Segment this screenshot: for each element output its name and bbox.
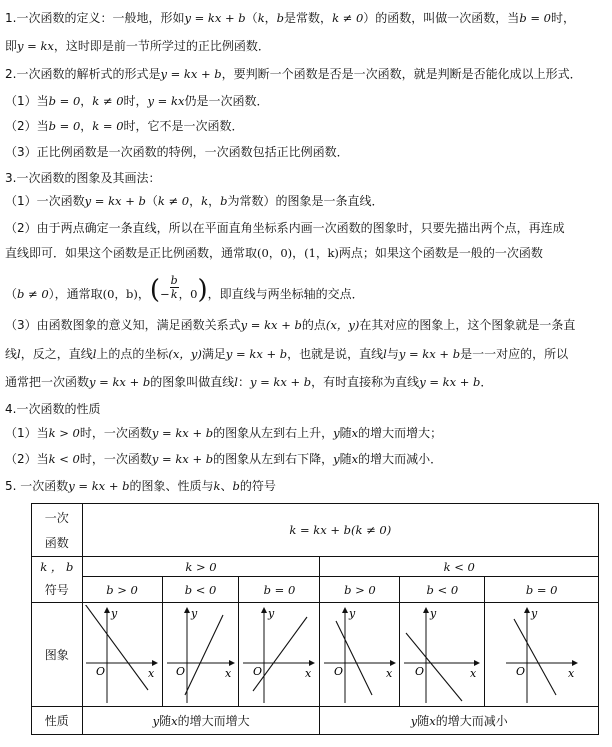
condition: k = 0 bbox=[92, 119, 124, 133]
definition-line-2 bbox=[5, 38, 270, 54]
formula: y = kx + b bbox=[398, 347, 461, 361]
text: ，也就是说，直线 bbox=[287, 347, 384, 361]
text: 满足 bbox=[201, 347, 226, 361]
text: （ bbox=[145, 194, 158, 208]
x-axis-arrow-icon bbox=[474, 660, 480, 666]
formula: y = kx + b bbox=[151, 426, 214, 440]
sign-cell bbox=[239, 577, 320, 603]
formula: y = kx bbox=[17, 39, 54, 53]
condition: b = 0 bbox=[48, 119, 81, 133]
text: 的点 bbox=[301, 318, 326, 332]
text: 的增大而减小． bbox=[358, 452, 443, 466]
sign-cell bbox=[400, 577, 485, 603]
label: k ， b bbox=[40, 559, 74, 574]
y-axis-arrow-icon bbox=[423, 607, 429, 613]
condition: k < 0 bbox=[48, 452, 80, 466]
condition: k < 0 bbox=[443, 559, 475, 574]
text: ， bbox=[137, 287, 150, 301]
x-axis-arrow-icon bbox=[152, 660, 158, 666]
fraction bbox=[170, 274, 179, 301]
text: 的图象叫做直线 bbox=[150, 375, 235, 389]
condition: b = 0 bbox=[519, 11, 551, 25]
text: 是一一对应的，所以 bbox=[460, 347, 569, 361]
text: 与 bbox=[386, 347, 399, 361]
text: 3.一次函数的图象及其画法： bbox=[5, 171, 161, 185]
graph-k-pos-b-pos bbox=[84, 605, 160, 705]
formula: y = kx + b bbox=[84, 194, 146, 208]
text: 仍是一次函数． bbox=[184, 94, 269, 108]
text: （ bbox=[245, 11, 258, 25]
text: 时，一次函数 bbox=[79, 426, 152, 440]
section-4-item-2 bbox=[5, 451, 442, 467]
text: ． bbox=[480, 375, 493, 389]
var-x: x bbox=[429, 714, 436, 728]
sign-cell bbox=[485, 577, 599, 603]
text: ，这时即是前一节所学过的正比例函数． bbox=[53, 39, 270, 53]
text: （3）由函数图象的意义知，满足函数关系式 bbox=[5, 318, 241, 332]
b-sign: b > 0 bbox=[344, 582, 376, 597]
y-axis-label: y bbox=[348, 606, 356, 620]
text: 2.一次函数的解析式的形式是 bbox=[5, 67, 161, 81]
formula: y = kx + b bbox=[184, 11, 246, 25]
label-line: 一次 bbox=[44, 511, 69, 525]
y-axis-label: y bbox=[111, 606, 118, 620]
section-3-heading bbox=[5, 170, 160, 186]
text: （ bbox=[5, 287, 18, 301]
section-2-item-1 bbox=[5, 93, 268, 109]
text: 的图象从左到右下降， bbox=[213, 452, 334, 466]
text: 直线即可．如果这个函数是正比例函数，通常取 bbox=[5, 246, 258, 260]
label: 图象 bbox=[44, 648, 69, 662]
y-axis-label: y bbox=[530, 606, 537, 620]
section-5-heading bbox=[5, 478, 276, 494]
property-k-positive bbox=[82, 707, 320, 735]
var-b: b bbox=[276, 11, 285, 25]
var-l: l bbox=[17, 347, 21, 361]
condition: k ≠ 0 bbox=[157, 194, 190, 208]
graph-k-pos-b-zero bbox=[241, 605, 317, 705]
point: (x，y) bbox=[325, 318, 360, 332]
section-3-item-3-line-3 bbox=[5, 374, 492, 390]
b-sign: b > 0 bbox=[106, 582, 138, 597]
table-row bbox=[32, 577, 599, 603]
text: 时，它不是一次函数． bbox=[123, 119, 244, 133]
function-line bbox=[514, 619, 556, 695]
formula: y = kx + b bbox=[68, 479, 130, 493]
text: 时， bbox=[550, 11, 575, 25]
row-label-function bbox=[32, 504, 83, 557]
sign-cell bbox=[82, 577, 162, 603]
graph-cell bbox=[320, 603, 400, 707]
label: 性质 bbox=[44, 714, 69, 728]
section-3-item-1 bbox=[5, 193, 384, 209]
var-x: x bbox=[351, 452, 359, 466]
y-axis-arrow-icon bbox=[342, 607, 348, 613]
text: 上的点的坐标 bbox=[96, 347, 169, 361]
condition: k ≠ 0 bbox=[92, 94, 124, 108]
property-k-negative bbox=[320, 707, 599, 735]
graph-cell bbox=[162, 603, 239, 707]
graph-k-neg-b-zero bbox=[504, 605, 580, 705]
fraction-denominator: k bbox=[170, 288, 178, 301]
y-axis-label: y bbox=[190, 606, 197, 620]
text: 随 bbox=[159, 714, 172, 728]
condition: k > 0 bbox=[185, 559, 217, 574]
text: ，即直线与两坐标轴的交点． bbox=[207, 287, 364, 301]
x-axis-arrow-icon bbox=[572, 660, 578, 666]
var-y: y bbox=[333, 426, 340, 440]
var-l: l bbox=[92, 347, 97, 361]
text: ， bbox=[208, 194, 221, 208]
var-b: b bbox=[232, 479, 240, 493]
sign-cell bbox=[162, 577, 239, 603]
formula: y = kx bbox=[147, 94, 185, 108]
row-label-sign bbox=[32, 577, 83, 603]
origin-label: O bbox=[515, 664, 525, 678]
graph-cell bbox=[485, 603, 599, 707]
text: 通常把一次函数 bbox=[5, 375, 90, 389]
y-axis-label: y bbox=[430, 606, 437, 620]
origin-label: O bbox=[96, 664, 106, 678]
text: ， bbox=[292, 246, 305, 260]
paren-close: ) bbox=[197, 275, 208, 305]
text: （2）当 bbox=[5, 452, 49, 466]
y-axis-arrow-icon bbox=[524, 607, 530, 613]
text: 时，一次函数 bbox=[79, 452, 152, 466]
section-3-item-2-line-2 bbox=[5, 245, 543, 261]
x-axis-label: x bbox=[385, 666, 393, 680]
function-line bbox=[253, 617, 307, 691]
formula: y = kx + b bbox=[419, 375, 481, 389]
text: 的增大而减小 bbox=[435, 714, 508, 728]
text: （1）当 bbox=[5, 94, 49, 108]
var-l: l bbox=[383, 347, 387, 361]
graph-cell bbox=[239, 603, 320, 707]
text: 4.一次函数的性质 bbox=[5, 402, 101, 416]
text: 的图象从左到右上升， bbox=[213, 426, 334, 440]
text: ，要判断一个函数是否是一次函数，就是判断是否能化成以上形式． bbox=[221, 67, 582, 81]
text: 随 bbox=[417, 714, 430, 728]
x-axis-label: x bbox=[567, 666, 574, 680]
point: (0，0) bbox=[257, 246, 293, 260]
origin-label: O bbox=[415, 664, 425, 678]
y-axis-arrow-icon bbox=[261, 607, 267, 613]
x-axis-label: x bbox=[148, 666, 155, 680]
condition: b = 0 bbox=[48, 94, 81, 108]
var-k: k bbox=[213, 479, 221, 493]
var-y: y bbox=[152, 714, 160, 728]
origin-label: O bbox=[175, 664, 185, 678]
section-2-item-3 bbox=[5, 144, 349, 160]
x-axis-label: x bbox=[224, 666, 231, 680]
text: 的增大而增大； bbox=[358, 426, 443, 440]
condition: k ≠ 0 bbox=[332, 11, 364, 25]
x-axis-label: x bbox=[305, 666, 312, 680]
text: 的增大而增大 bbox=[177, 714, 250, 728]
condition: b ≠ 0 bbox=[17, 287, 49, 301]
table-row bbox=[32, 557, 599, 577]
label-line: 函数 bbox=[44, 536, 69, 550]
summary-table bbox=[31, 503, 599, 735]
text: 随 bbox=[339, 426, 352, 440]
y-axis-label: y bbox=[268, 606, 275, 620]
text: 随 bbox=[339, 452, 352, 466]
formula: y = kx + b bbox=[240, 318, 302, 332]
section-2-heading bbox=[5, 66, 582, 82]
function-line bbox=[185, 615, 223, 695]
text: 的图象、性质与 bbox=[129, 479, 214, 493]
origin-label: O bbox=[333, 664, 343, 678]
b-sign: b < 0 bbox=[426, 582, 459, 597]
minus-sign: − bbox=[159, 287, 170, 301]
section-4-item-1 bbox=[5, 425, 442, 441]
text: 、 bbox=[220, 479, 233, 493]
fraction-numerator: b bbox=[170, 274, 178, 287]
formula: y = kx + b bbox=[225, 347, 288, 361]
text: ， bbox=[80, 94, 93, 108]
var-k: k bbox=[201, 194, 209, 208]
text: ，有时直接称为直线 bbox=[311, 375, 420, 389]
k-negative-header bbox=[320, 557, 599, 577]
formula: k = kx + b(k ≠ 0) bbox=[289, 523, 392, 537]
text: 线 bbox=[5, 347, 18, 361]
y-axis-arrow-icon bbox=[184, 607, 190, 613]
formula: y = kx + b bbox=[151, 452, 214, 466]
text: ），通常取 bbox=[48, 287, 103, 301]
label: 符号 bbox=[44, 582, 69, 597]
text: 1.一次函数的定义：一般地，形如 bbox=[5, 11, 185, 25]
text: ： bbox=[237, 375, 250, 389]
text: （2）由于两点确定一条直线，所以在平面直角坐标系内画一次函数的图象时，只要先描出两个点，再连成 bbox=[5, 221, 565, 235]
point-tail: ，0 bbox=[178, 287, 198, 301]
b-sign: b = 0 bbox=[525, 582, 558, 597]
text: ，反之，直线 bbox=[20, 347, 93, 361]
text: 在其对应的图象上，这个图象就是一条直 bbox=[359, 318, 576, 332]
table-row bbox=[32, 504, 599, 557]
b-sign: b = 0 bbox=[263, 582, 296, 597]
text: ， bbox=[264, 11, 277, 25]
condition: k > 0 bbox=[48, 426, 80, 440]
var-k: k bbox=[257, 11, 265, 25]
graph-k-neg-b-neg bbox=[402, 605, 482, 705]
table-row bbox=[32, 603, 599, 707]
section-4-heading bbox=[5, 401, 100, 417]
table-row bbox=[32, 707, 599, 735]
text: 即 bbox=[5, 39, 18, 53]
graph-cell bbox=[400, 603, 485, 707]
text: 的符号 bbox=[239, 479, 276, 493]
var-x: x bbox=[171, 714, 178, 728]
origin-label: O bbox=[253, 664, 263, 678]
section-3-item-2-line-1 bbox=[5, 220, 565, 236]
text: 为常数）的图象是一条直线． bbox=[227, 194, 384, 208]
var-l: l bbox=[234, 375, 238, 389]
point: (x，y) bbox=[168, 347, 202, 361]
y-axis-arrow-icon bbox=[104, 607, 110, 613]
var-y: y bbox=[410, 714, 418, 728]
section-3-item-3-line-1 bbox=[5, 317, 575, 333]
point: (1，k) bbox=[304, 246, 339, 260]
row-label-graph bbox=[32, 603, 83, 707]
x-axis-arrow-icon bbox=[229, 660, 235, 666]
text: ， bbox=[189, 194, 202, 208]
section-2-item-2 bbox=[5, 118, 244, 134]
b-sign: b < 0 bbox=[184, 582, 217, 597]
var-y: y bbox=[333, 452, 340, 466]
function-formula-cell bbox=[82, 504, 598, 557]
graph-cell bbox=[82, 603, 162, 707]
text: （1）一次函数 bbox=[5, 194, 85, 208]
text: 5. 一次函数 bbox=[5, 479, 69, 493]
text: 时， bbox=[123, 94, 148, 108]
x-axis-arrow-icon bbox=[309, 660, 315, 666]
text: 两点；如果这个函数是一般的一次函数 bbox=[338, 246, 543, 260]
row-label-kb bbox=[32, 557, 83, 577]
var-x: x bbox=[351, 426, 359, 440]
text: 是常数， bbox=[284, 11, 333, 25]
sign-cell bbox=[320, 577, 400, 603]
text: （2）当 bbox=[5, 119, 49, 133]
section-3-item-2-line-3 bbox=[5, 274, 364, 309]
text: ， bbox=[80, 119, 93, 133]
function-line bbox=[333, 621, 372, 695]
x-axis-arrow-icon bbox=[390, 660, 396, 666]
k-positive-header bbox=[82, 557, 320, 577]
text: （1）当 bbox=[5, 426, 49, 440]
section-3-item-3-line-2 bbox=[5, 346, 568, 362]
point: (0，b) bbox=[102, 287, 138, 301]
formula: y = kx + b bbox=[249, 375, 312, 389]
formula: y = kx + b bbox=[89, 375, 151, 389]
text: ）的函数，叫做一次函数，当 bbox=[363, 11, 520, 25]
var-b: b bbox=[220, 194, 228, 208]
graph-k-neg-b-pos bbox=[322, 605, 398, 705]
formula: y = kx + b bbox=[160, 67, 222, 81]
text: （3）正比例函数是一次函数的特例，一次函数包括正比例函数． bbox=[5, 145, 349, 159]
x-axis-label: x bbox=[470, 666, 477, 680]
graph-k-pos-b-neg bbox=[165, 605, 237, 705]
row-label-property bbox=[32, 707, 83, 735]
paren-open: ( bbox=[149, 275, 160, 305]
definition-line-1 bbox=[5, 10, 575, 26]
